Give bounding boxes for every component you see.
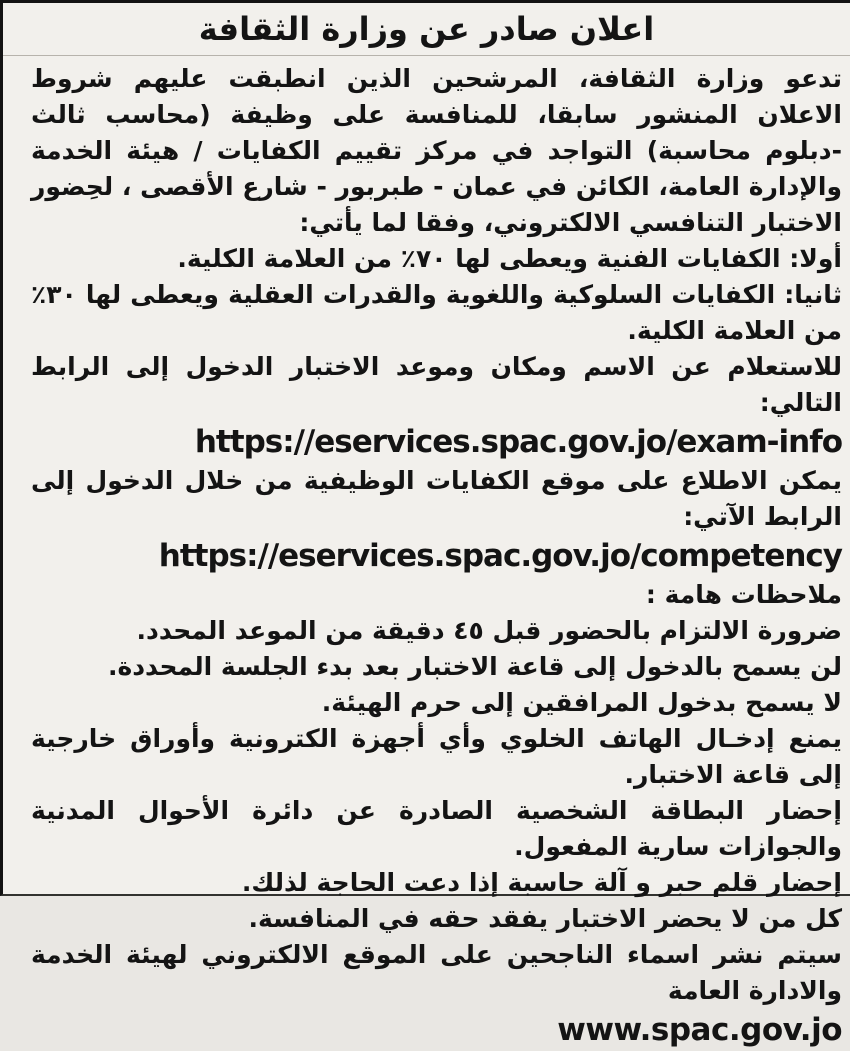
announcement-body <box>3 56 850 1051</box>
criteria-item-first: أولا: الكفايات الفنية ويعطى لها ٧٠٪ من العلامة الكلية. <box>177 244 842 273</box>
note-no-late-entry: لن يسمح بالدخول إلى قاعة الاختبار بعد بدء الجلسة المحددة. <box>107 652 842 681</box>
results-publication-note: سيتم نشر اسماء الناجحين على الموقع الالكتروني لهيئة الخدمة والادارة العامة <box>31 940 842 1005</box>
note-bring-id: إحضار البطاقة الشخصية الصادرة عن دائرة الأحوال المدنية والجوازات سارية المفعول. <box>31 796 842 861</box>
note-absence-forfeit: كل من لا يحضر الاختبار يفقد حقه في المنافسة. <box>248 904 842 933</box>
competency-url: https://eservices.spac.gov.jo/competency <box>158 538 842 574</box>
note-no-companions: لا يسمح بدخول المرافقين إلى حرم الهيئة. <box>321 688 842 717</box>
spac-website-url: www.spac.gov.jo <box>557 1012 842 1048</box>
notes-heading: ملاحظات هامة : <box>645 580 842 609</box>
page-title: اعلان صادر عن وزارة الثقافة <box>3 3 850 56</box>
exam-info-url: https://eservices.spac.gov.jo/exam-info <box>194 424 842 460</box>
exam-info-link-label: للاستعلام عن الاسم ومكان وموعد الاختبار الدخول إلى الرابط التالي: <box>31 352 842 417</box>
competency-link-label: يمكن الاطلاع على موقع الكفايات الوظيفية من خلال الدخول إلى الرابط الآتي: <box>31 466 842 531</box>
criteria-item-second: ثانيا: الكفايات السلوكية واللغوية والقدرات العقلية ويعطى لها ٣٠٪ من العلامة الكلية. <box>31 280 842 345</box>
note-arrival-time: ضرورة الالتزام بالحضور قبل ٤٥ دقيقة من الموعد المحدد. <box>136 616 842 645</box>
intro-paragraph: تدعو وزارة الثقافة، المرشحين الذين انطبقت عليهم شروط الاعلان المنشور سابقا، للمنافسة على وظيفة (محاسب ثالث -دبلوم محاسبة) التواجد في مركز تقييم الكفايات / هيئة الخدمة والإدارة العامة، الكائن في عمان - طبربور - شارع الأقصى ، لحِضور الاختبار التنافسي الالكتروني، وفقا لما يأتي: <box>31 64 842 237</box>
note-bring-pen-calculator: إحضار قلم حبر و آلة حاسبة إذا دعت الحاجة لذلك. <box>241 868 842 897</box>
note-no-phones: يمنع إدخـال الهاتف الخلوي وأي أجهزة الكترونية وأوراق خارجية إلى قاعة الاختبار. <box>31 724 842 789</box>
